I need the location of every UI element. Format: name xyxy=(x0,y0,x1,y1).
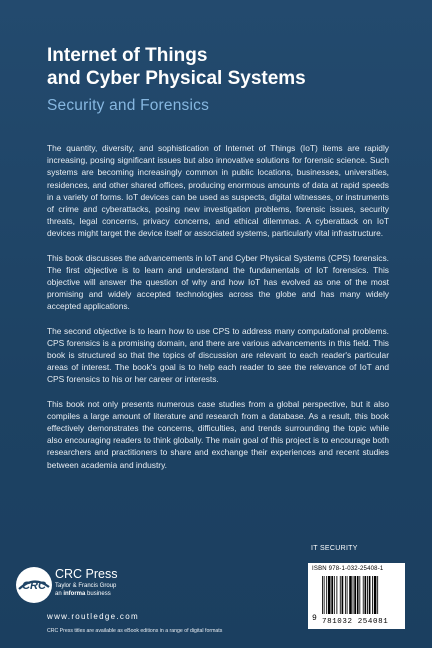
barcode-bar xyxy=(369,576,371,614)
barcode-bar xyxy=(359,576,360,614)
barcode-bar xyxy=(342,576,344,614)
barcode-bar xyxy=(345,576,346,614)
ebook-note: CRC Press titles are available as eBook editions in a range of digital formats xyxy=(47,628,223,634)
barcode-bar xyxy=(334,576,335,614)
barcode-bar xyxy=(365,576,367,614)
book-subtitle: Security and Forensics xyxy=(47,97,210,114)
blurb xyxy=(47,142,389,483)
subject-category: IT SECURITY xyxy=(311,545,358,552)
logo-text: CRC xyxy=(22,580,46,592)
barcode-bar xyxy=(347,576,348,614)
barcode-bar xyxy=(374,576,377,614)
barcode-bar xyxy=(336,576,337,614)
publisher-name: CRC Press xyxy=(55,567,118,581)
ean-digits: 781032 254081 xyxy=(322,618,389,626)
title-line-1: Internet of Things xyxy=(47,45,208,66)
barcode xyxy=(308,563,405,629)
barcode-bar xyxy=(349,576,352,614)
barcode-bar xyxy=(326,576,327,614)
title-line-2: and Cyber Physical Systems xyxy=(47,68,306,89)
barcode-bar xyxy=(331,576,333,614)
publisher-informa: an informa business xyxy=(55,591,111,597)
barcode-bar xyxy=(363,576,364,614)
ean-first-digit: 9 xyxy=(312,614,317,623)
barcode-bar xyxy=(324,576,325,614)
barcode-bar xyxy=(372,576,373,614)
barcode-bar xyxy=(328,576,331,614)
barcode-bar xyxy=(367,576,368,614)
publisher-group: Taylor & Francis Group xyxy=(55,583,117,589)
barcode-bar xyxy=(340,576,341,614)
barcode-bar xyxy=(354,576,356,614)
blurb-paragraph-3: The second objective is to learn how to use CPS to address many computational problems. CPS forensics is a promising domain, and there are various advancements in this field. This book is structured so that the topics of discussion are relevant to each reader's particular areas of interest. The book's goal is to help each reader to see the relevance of IoT and CPS forensics to his or her career or interests. xyxy=(47,325,389,385)
blurb-paragraph-1: The quantity, diversity, and sophistication of Internet of Things (IoT) items are rapidly increasing, posing significant issues but also innovative solutions for forensic science. Such systems are becoming increasingly common in public locations, businesses, universities, residences, and other shared offices, producing enormous amounts of data at rapid speeds in a variety of forms. IoT devices can be used as suspects, digital witnesses, or instruments of crime and cyberattacks, posing new investigation problems, forensic issues, security threats, legal concerns, privacy concerns, and ethical dilemmas. A cyberattack on IoT devices might target the device itself or associated systems, particularly vital infrastructure. xyxy=(47,143,389,239)
isbn-label: ISBN 978-1-032-25408-1 xyxy=(312,566,384,572)
publisher-website[interactable]: www.routledge.com xyxy=(47,612,139,621)
barcode-bar xyxy=(322,576,323,614)
barcode-bar xyxy=(377,576,378,614)
barcode-bar xyxy=(357,576,359,614)
blurb-paragraph-2: This book discusses the advancements in IoT and Cyber Physical Systems (CPS) forensics. The first objective is to learn and understand the fundamentals of IoT forensics. This objective will answer the question of why and how IoT has evolved as one of the most promising and widely accepted technologies across the globe and has many widely accepted applications. xyxy=(47,252,389,312)
blurb-paragraph-4: This book not only presents numerous case studies from a global perspective, but it also compiles a large amount of literature and research from a database. As a result, this book effectively demonstrates the concerns, difficulties, and trends surrounding the topic while also encouraging readers to think globally. The main goal of this project is to encourage both researchers and practitioners to share and exchange their experiences and recent studies between academia and industry. xyxy=(47,398,389,470)
barcode-bar xyxy=(353,576,354,614)
book-title xyxy=(47,44,407,90)
barcode-bars xyxy=(322,576,402,618)
crc-press-logo-icon xyxy=(14,565,54,605)
